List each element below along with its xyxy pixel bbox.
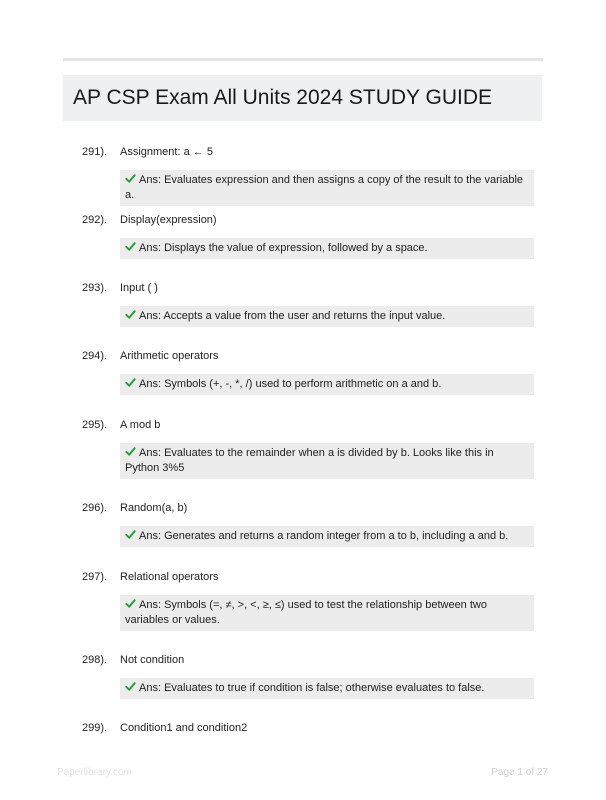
page-number: Page 1 of 27 [491,767,548,778]
footer-watermark: Paperlibrary.com [57,767,132,778]
check-icon [125,309,136,320]
question-text: Not condition [120,654,185,666]
answer-box [120,443,534,479]
answer-text: Ans: Evaluates to the remainder when a is divided by b. Looks like this in Python 3%5 [125,447,494,474]
answer-box [120,678,534,699]
question-text: Assignment: a ← 5 [120,146,213,158]
answer-box [120,238,534,259]
check-icon [125,681,136,692]
check-icon [125,377,136,388]
question-number: 292). [82,214,108,226]
check-icon [125,173,136,184]
answer-text: Ans: Generates and returns a random integer from a to b, including a and b. [139,530,509,542]
question-text: Display(expression) [120,214,217,226]
answer-box [120,374,534,395]
check-icon [125,529,136,540]
question-text: A mod b [120,419,161,431]
title-banner [63,75,542,121]
question-number: 298). [82,654,108,666]
question-number: 294). [82,350,108,362]
answer-box [120,595,534,631]
check-icon [125,241,136,252]
check-icon [125,598,136,609]
question-number: 296). [82,502,108,514]
answer-text: Ans: Accepts a value from the user and returns the input value. [139,310,446,322]
question-number: 295). [82,419,108,431]
question-text: Random(a, b) [120,502,188,514]
question-text: Relational operators [120,571,219,583]
answer-text: Ans: Displays the value of expression, followed by a space. [139,242,428,254]
top-rule [63,58,543,61]
question-number: 291). [82,146,108,158]
answer-text: Ans: Evaluates to true if condition is false; otherwise evaluates to false. [139,682,485,694]
answer-box [120,170,534,206]
question-text: Input ( ) [120,282,158,294]
answer-text: Ans: Evaluates expression and then assigns a copy of the result to the variable a. [125,174,524,201]
question-text: Arithmetic operators [120,350,219,362]
question-number: 297). [82,571,108,583]
answer-box [120,526,534,547]
question-number: 299). [82,722,108,734]
question-text: Condition1 and condition2 [120,722,248,734]
page-title: AP CSP Exam All Units 2024 STUDY GUIDE [73,86,492,109]
question-number: 293). [82,282,108,294]
answer-text: Ans: Symbols (=, ≠, >, <, ≥, ≤) used to test the relationship between two variables or values. [125,599,487,626]
check-icon [125,446,136,457]
answer-text: Ans: Symbols (+, -, *, /) used to perform arithmetic on a and b. [139,378,442,390]
answer-box [120,306,534,327]
